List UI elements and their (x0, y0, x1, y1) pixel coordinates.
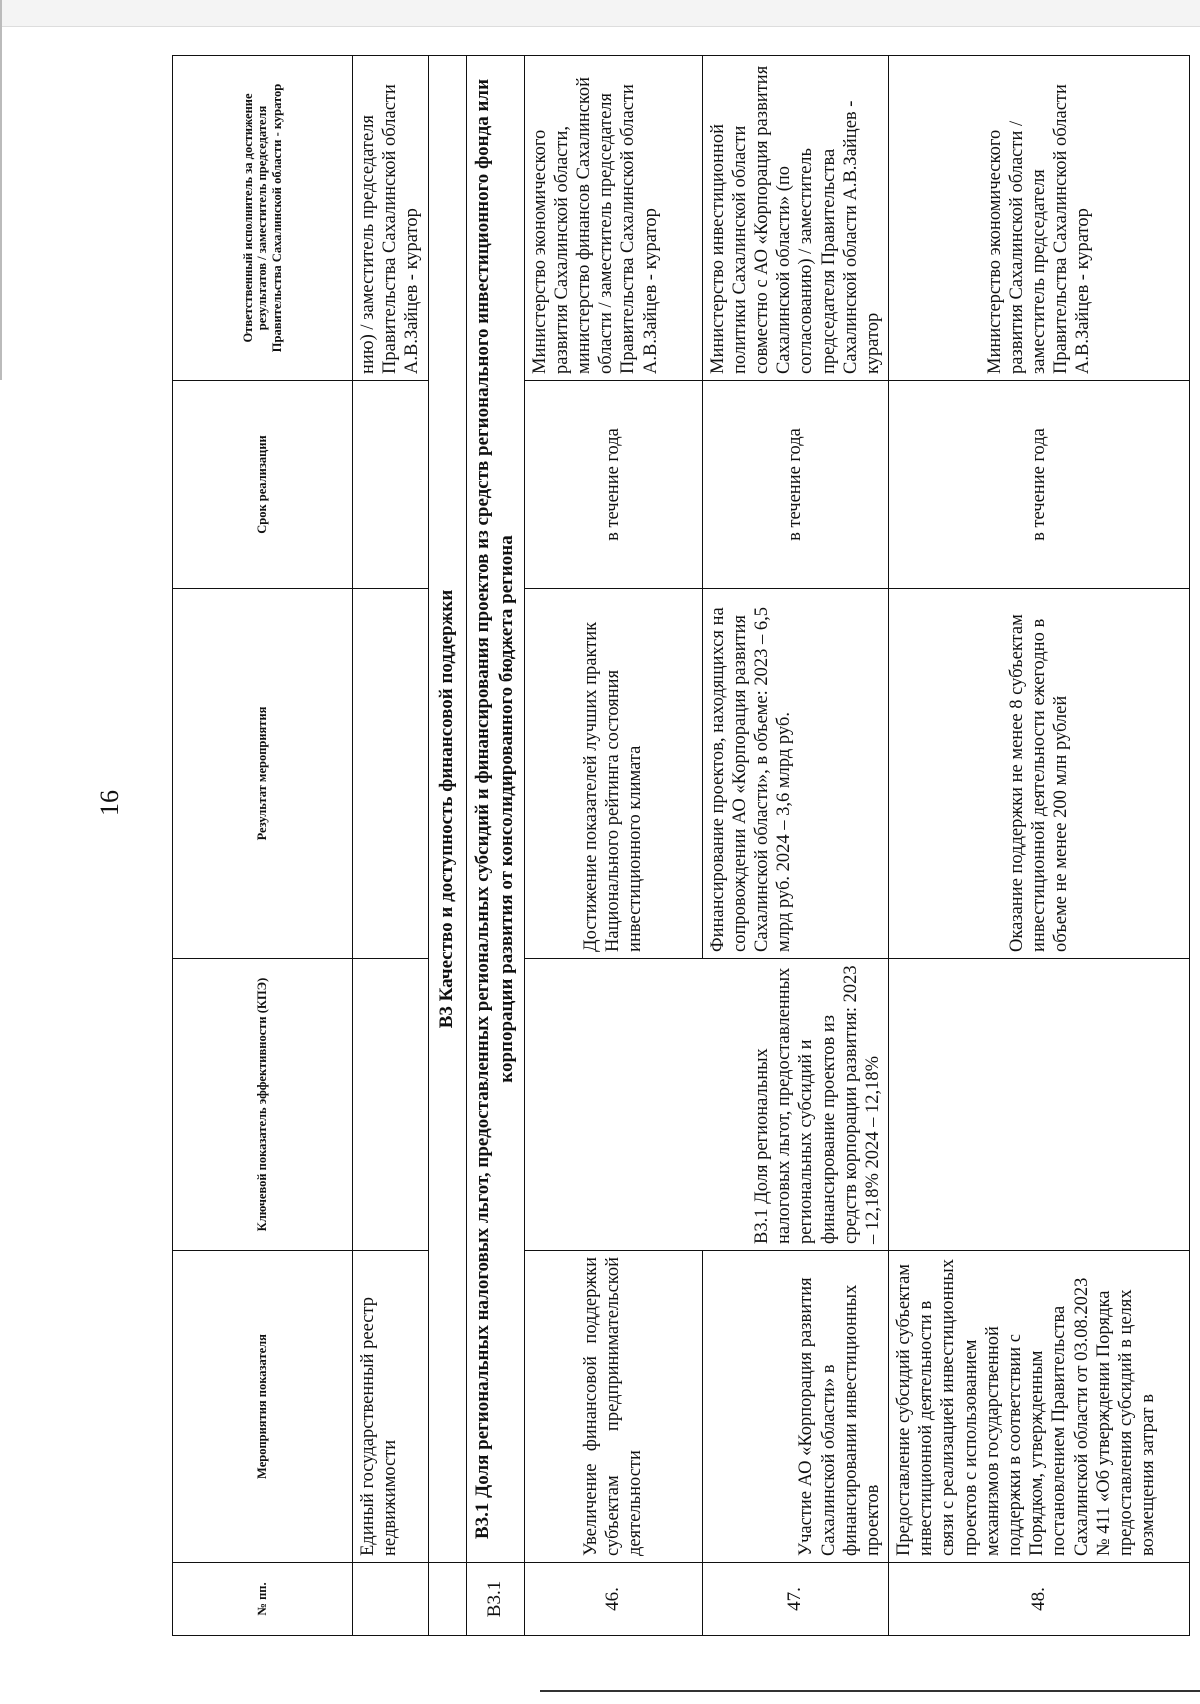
measures-table (172, 55, 1190, 1636)
cont-deadline (353, 381, 429, 589)
section-row (428, 56, 466, 1636)
header-result: Результат мероприятия (173, 589, 353, 959)
row-measure: Участие АО «Корпорация развития Сахалинской области» в финансировании инвестиционных проектов (702, 1251, 889, 1563)
row-responsible: Министерство экономического развития Сахалинской области, министерство финансов Сахалинской области / заместитель председателя Правительства Сахалинской области А.В.Зайцев - куратор (524, 56, 702, 381)
scan-left-edge (0, 0, 2, 380)
row-responsible: Министерство инвестиционной политики Сахалинской области совместно с АО «Корпорация развития Сахалинской области» (по согласованию) / заместитель председателя Правительства Сахалинской области А.В.Зайцев - куратор (702, 56, 889, 381)
row-kpi: В3.1 Доля региональных налоговых льгот, предоставленных региональных субсидий и финансирование проектов из средств корпорации развития: 2023 – 12,18% 2024 – 12,18% (524, 959, 889, 1251)
section-num (428, 1563, 466, 1636)
row-deadline: в течение года (889, 381, 1190, 589)
row-result: Достижение показателей лучших практик Национального рейтинга состояния инвестиционного климата (524, 589, 702, 959)
row-kpi-empty (889, 959, 1190, 1251)
table-row (524, 56, 702, 1636)
header-responsible: Ответственный исполнитель за достижение результатов / заместитель председателя Правительства Сахалинской области - куратор (173, 56, 353, 381)
header-num: № пп. (173, 1563, 353, 1636)
scan-bottom-line (540, 1690, 1200, 1692)
row-responsible: Министерство экономического развития Сахалинской области / заместитель председателя Правительства Сахалинской области А.В.Зайцев - куратор (889, 56, 1190, 381)
row-measure: Увеличение финансовой поддержки субъектам предпринимательской деятельности (524, 1251, 702, 1563)
section-title: В3 Качество и доступность финансовой поддержки (428, 56, 466, 1563)
header-measure: Мероприятия показателя (173, 1251, 353, 1563)
cont-responsible: нию) / заместитель председателя Правительства Сахалинской области А.В.Зайцев - куратор (353, 56, 429, 381)
header-row (173, 56, 353, 1636)
row-result: Оказание поддержки не менее 8 субъектам инвестиционной деятельности ежегодно в объеме не менее 200 млн рублей (889, 589, 1190, 959)
row-num: 46. (524, 1563, 702, 1636)
subsection-title: В3.1 Доля региональных налоговых льгот, предоставленных региональных субсидий и финансирования проектов из средств регионального инвестиционного фонда или корпорации развития от консолидированного бюджета региона (466, 56, 524, 1563)
table-row (889, 56, 1190, 1636)
row-deadline: в течение года (524, 381, 702, 589)
row-num: 48. (889, 1563, 1190, 1636)
rotated-table-container (172, 56, 1190, 1636)
header-deadline: Срок реализации (173, 381, 353, 589)
row-num: 47. (702, 1563, 889, 1636)
cont-kpi (353, 959, 429, 1251)
row-deadline: в течение года (702, 381, 889, 589)
cont-num (353, 1563, 429, 1636)
table-row (702, 56, 889, 1636)
subsection-num: В3.1 (466, 1563, 524, 1636)
header-kpi: Ключевой показатель эффективности (КПЭ) (173, 959, 353, 1251)
row-result: Финансирование проектов, находящихся на сопровождении АО «Корпорация развития Сахалинской области», в объеме: 2023 – 6,5 млрд руб. 2024 – 3,6 млрд руб. (702, 589, 889, 959)
row-measure: Предоставление субсидий субъектам инвестиционной деятельности в связи с реализацией инвестиционных проектов с использованием механизмов государственной поддержки в соответствии с Порядком, утвержденным постановлением Правительства Сахалинской области от 03.08.2023 № 411 «Об утверждении Порядка предоставления субсидий в целях возмещения затрат в (889, 1251, 1190, 1563)
cont-measure: Единый государственный реестр недвижимости (353, 1251, 429, 1563)
table-row-continuation (353, 56, 429, 1636)
page-number: 16 (95, 790, 124, 816)
subsection-row (466, 56, 524, 1636)
cont-result (353, 589, 429, 959)
scan-top-margin (0, 0, 1200, 27)
